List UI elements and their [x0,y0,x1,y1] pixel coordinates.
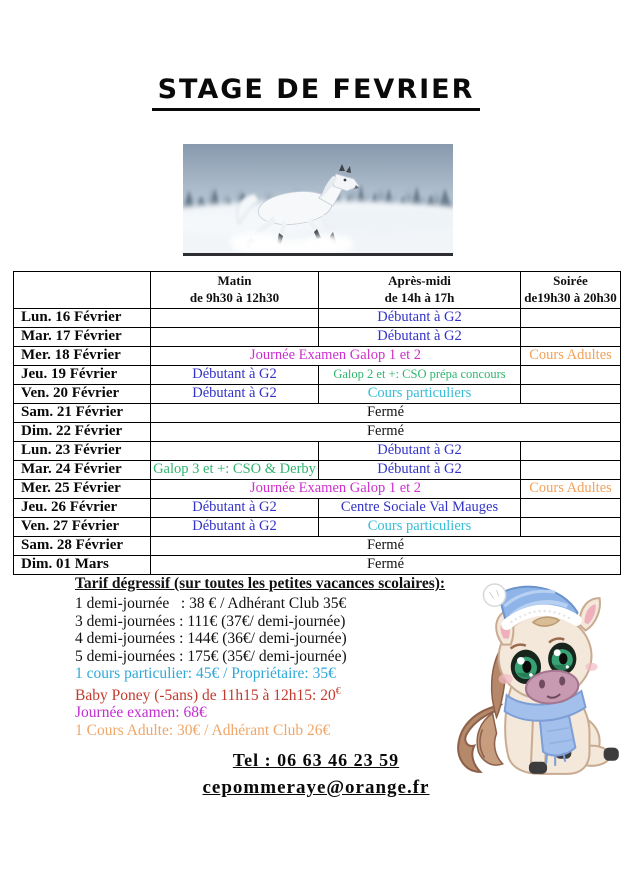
table-header-row [14,272,621,309]
session-cell: Galop 3 et +: CSO & Derby [151,461,319,480]
table-row [14,461,621,480]
table-row [14,404,621,423]
session-cell: Cours particuliers [319,518,521,537]
day-cell: Mar. 17 Février [14,328,151,347]
day-cell: Sam. 21 Février [14,404,151,423]
table-row [14,537,621,556]
schedule-table-container [13,271,621,575]
tarif-line-baby-poney-sup: € [335,685,341,697]
table-row [14,366,621,385]
table-row [14,480,621,499]
horse-photo-art [183,144,453,256]
tarifs-heading: Tarif dégressif (sur toutes les petites vacances scolaires): [75,575,446,592]
tarif-line: 1 demi-journée : 38 € / Adhérant Club 35€ [75,595,347,612]
tarif-line-cours-adulte: 1 Cours Adulte: 30€ / Adhérant Club 26€ [75,721,331,739]
page-title-text: STAGE DE FEVRIER [152,74,481,111]
header-matin-title: Matin [217,273,252,289]
session-cell [521,518,621,537]
day-cell: Jeu. 19 Février [14,366,151,385]
session-cell: Fermé [151,423,621,442]
session-cell: Débutant à G2 [319,328,521,347]
session-cell: Galop 2 et +: CSO prépa concours [319,366,521,385]
header-apres-midi-hours: de 14h à 17h [384,290,455,305]
session-cell: Journée Examen Galop 1 et 2 [151,347,521,366]
session-cell [521,442,621,461]
tarif-line-baby-poney-text: Baby Poney (-5ans) de 11h15 à 12h15: 20 [75,686,336,704]
email-address: cepommeraye@orange.fr [202,777,430,798]
header-apres-midi [319,272,521,309]
session-cell: Débutant à G2 [319,309,521,328]
header-matin-hours: de 9h30 à 12h30 [189,290,280,305]
header-day [14,272,151,309]
pony-illustration [448,582,630,784]
tarif-line-cours-particulier: 1 cours particulier: 45€ / Propriétaire: 35€ [75,665,336,682]
session-cell: Débutant à G2 [151,385,319,404]
tarif-line-journee-examen: Journée examen: 68€ [75,704,207,722]
tarifs-block [75,575,445,739]
pony-art [448,582,630,784]
table-row [14,442,621,461]
session-cell [521,366,621,385]
session-cell: Fermé [151,404,621,423]
day-cell: Dim. 22 Février [14,423,151,442]
day-cell: Mer. 25 Février [14,480,151,499]
session-cell [521,385,621,404]
session-cell [521,328,621,347]
table-row [14,423,621,442]
page-title [0,74,632,111]
session-cell: Cours Adultes [521,347,621,366]
day-cell: Ven. 27 Février [14,518,151,537]
day-cell: Jeu. 26 Février [14,499,151,518]
tarif-lines-black [75,595,445,665]
day-cell: Mar. 24 Février [14,461,151,480]
table-row [14,518,621,537]
session-cell [151,309,319,328]
day-cell: Lun. 16 Février [14,309,151,328]
table-row [14,556,621,575]
session-cell [521,499,621,518]
session-cell: Journée Examen Galop 1 et 2 [151,480,521,499]
table-row [14,328,621,347]
day-cell: Sam. 28 Février [14,537,151,556]
header-soiree-title: Soirée [553,273,588,289]
session-cell [521,309,621,328]
tarif-line: 4 demi-journées : 144€ (36€/ demi-journée) [75,630,347,647]
session-cell: Cours particuliers [319,385,521,404]
session-cell: Fermé [151,537,621,556]
session-cell: Débutant à G2 [319,442,521,461]
table-row [14,309,621,328]
day-cell: Ven. 20 Février [14,385,151,404]
session-cell: Fermé [151,556,621,575]
table-row [14,499,621,518]
table-row [14,385,621,404]
table-row [14,347,621,366]
phone-number: Tel : 06 63 46 23 59 [232,750,400,770]
session-cell [151,442,319,461]
session-cell [521,461,621,480]
tarif-line: 3 demi-journées : 111€ (37€/ demi-journée) [75,612,346,630]
session-cell: Débutant à G2 [151,366,319,385]
session-cell [151,328,319,347]
day-cell: Dim. 01 Mars [14,556,151,575]
day-cell: Mer. 18 Février [14,347,151,366]
header-soiree-hours: de19h30 à 20h30 [524,290,617,305]
session-cell: Débutant à G2 [151,499,319,518]
tarif-line-baby-poney [75,683,445,705]
session-cell: Centre Sociale Val Mauges [319,499,521,518]
schedule-table-body [14,309,621,575]
day-cell: Lun. 23 Février [14,442,151,461]
session-cell: Cours Adultes [521,480,621,499]
header-apres-midi-title: Après-midi [388,273,451,289]
horse-photo [183,144,453,256]
header-soiree [521,272,621,309]
schedule-table [13,271,621,575]
session-cell: Débutant à G2 [319,461,521,480]
session-cell: Débutant à G2 [151,518,319,537]
tarif-line: 5 demi-journées : 175€ (35€/ demi-journée) [75,647,347,665]
header-matin [151,272,319,309]
